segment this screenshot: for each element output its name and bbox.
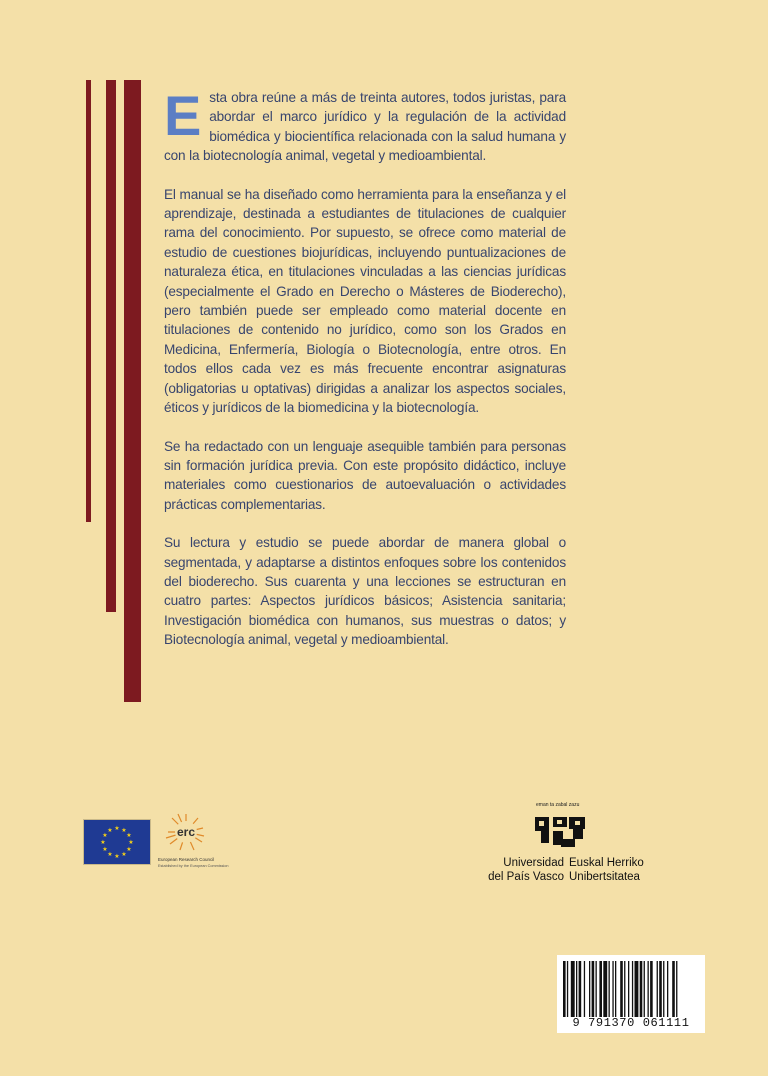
- barcode-bars-icon: [563, 961, 699, 1017]
- back-cover-text: [164, 84, 566, 669]
- paragraph-3: Se ha redactado con un lenguaje asequible también para personas sin formación jurídica previa. Con este propósito didáctico, incluye materiales como cuestionarios de autoevaluación o actividades prácticas complementarias.: [164, 438, 566, 512]
- decorative-bar-medium: [106, 80, 116, 612]
- erc-mark-text: erc: [176, 825, 196, 839]
- erc-subtitle-2: Established by the European Commission: [158, 864, 229, 868]
- svg-text:★: ★: [126, 846, 132, 853]
- decorative-bar-thick: [124, 80, 141, 702]
- svg-text:★: ★: [114, 853, 120, 860]
- upv-name-spanish: Universidad del País Vasco: [488, 857, 564, 883]
- paragraph-1: Esta obra reúne a más de treinta autores, todos juristas, para abordar el marco jurídico y la regulación de la actividad biomédica y biocientífica relacionada con la salud humana y con la biotecnología animal, vegetal y medioambiental.: [164, 84, 566, 164]
- upv-name-basque: Euskal Herriko Unibertsitatea: [569, 857, 644, 883]
- isbn-barcode: [557, 955, 705, 1033]
- dropcap-letter: E: [164, 84, 202, 147]
- upv-ehu-logo-icon: [533, 807, 591, 855]
- svg-text:★: ★: [102, 832, 108, 839]
- isbn-number: 9 791370 061111: [572, 1016, 690, 1030]
- svg-text:★: ★: [107, 851, 113, 858]
- svg-text:★: ★: [114, 825, 120, 832]
- upv-motto: eman ta zabal zazu: [536, 802, 580, 808]
- svg-text:★: ★: [126, 832, 132, 839]
- decorative-bar-thin: [86, 80, 91, 522]
- svg-text:★: ★: [107, 827, 113, 834]
- svg-text:★: ★: [128, 839, 134, 846]
- eu-flag-icon: [83, 819, 151, 865]
- erc-subtitle: European Research Council: [158, 857, 215, 862]
- svg-text:★: ★: [121, 851, 127, 858]
- paragraph-4: Su lectura y estudio se puede abordar de manera global o segmentada, y adaptarse a distintos enfoques sobre los contenidos del bioderecho. Sus cuarenta y una lecciones se estructuran en cuatro partes: Aspectos jurídicos básicos; Asistencia sanitaria; Investigación biomédica con humanos, sus muestras o datos; y Biotecnología animal, vegetal y medioambiental.: [164, 535, 566, 648]
- svg-text:★: ★: [102, 846, 108, 853]
- svg-text:★: ★: [121, 827, 127, 834]
- svg-text:★: ★: [100, 839, 106, 846]
- paragraph-2: El manual se ha diseñado como herramienta para la enseñanza y el aprendizaje, destinada a estudiantes de titulaciones de cualquier rama del conocimiento. Por supuesto, se ofrece como material de estudio de cuestiones biojurídicas, incluyendo puntualizaciones de naturaleza ética, en titulaciones vinculadas a las ciencias jurídicas (especialmente el Grado en Derecho o Másteres de Bioderecho), pero también puede ser empleado como material docente en titulaciones de contenido no jurídico, como son los Grados en Medicina, Enfermería, Biología o Biotecnología, entre otros. En todos ellos cada vez es más frecuente encontrar asignaturas (obligatorias u optativas) dirigidas a analizar los aspectos sociales, éticos y jurídicos de la biomedicina y la biotecnología.: [164, 186, 566, 416]
